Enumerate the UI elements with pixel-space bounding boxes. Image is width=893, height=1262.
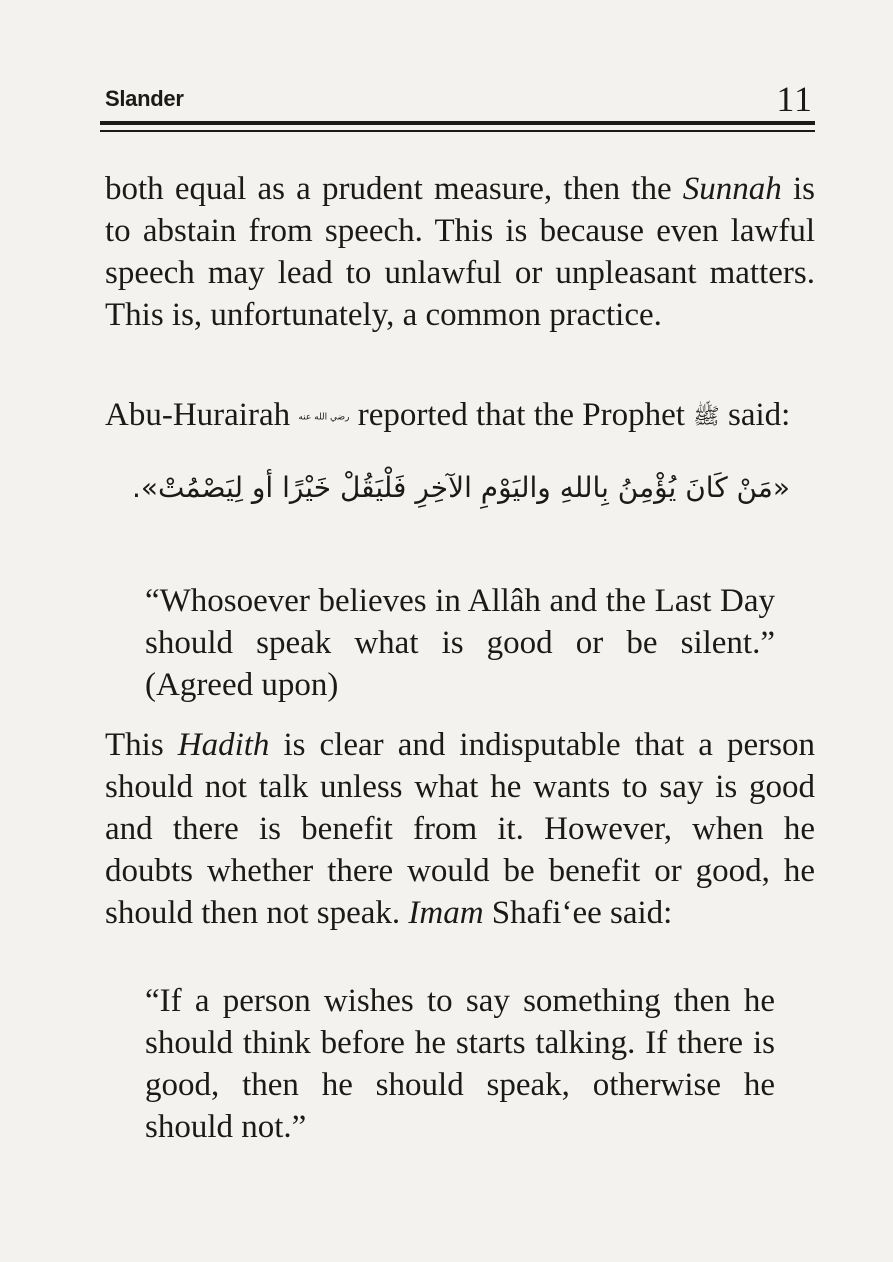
paragraph-3-text-3: Shafi‘ee said: [483, 895, 673, 931]
term-imam: Imam [408, 895, 484, 931]
paragraph-3-text-1: This [105, 727, 178, 763]
honorific-symbol-prophet: ﷺ [693, 404, 720, 430]
term-sunnah: Sunnah [682, 171, 782, 207]
paragraph-1 [105, 168, 815, 336]
header-rule-thin [100, 130, 815, 132]
paragraph-1-text-rest: is to abstain from speech. This is because even lawful speech may lead to unlawful or unpleasant matters. This is, unfortunately, a common practice. [105, 171, 815, 333]
arabic-hadith-text: «مَنْ كَانَ يُؤْمِنُ بِاللهِ واليَوْمِ الآخِرِ فَلْيَقُلْ خَيْرًا أو لِيَصْمُتْ». [132, 471, 790, 504]
running-header-title: Slander [105, 86, 184, 111]
paragraph-2-text-2: reported that the Prophet [349, 397, 694, 433]
paragraph-2-text-3: said: [719, 397, 791, 433]
paragraph-3-text-2: is clear and indisputable that a person should not talk unless what he wants to say is good and there is benefit from it. However, when he doubts whether there would be benefit or good, he should then not speak. [105, 727, 815, 931]
header-rule-thick [100, 121, 815, 125]
hadith-translation-quote: “Whosoever believes in Allâh and the Last Day should speak what is good or be silent.” (Agreed upon) [145, 583, 775, 703]
paragraph-1-text-start: both equal as a prudent measure, then the [105, 171, 683, 207]
paragraph-3 [105, 724, 815, 934]
paragraph-2 [105, 394, 815, 438]
paragraph-2-text-1: Abu-Hurairah [105, 397, 299, 433]
honorific-symbol-companion: رضي الله عنه [298, 412, 350, 423]
page-number: 11 [776, 79, 813, 119]
term-hadith: Hadith [177, 727, 270, 763]
shafiee-quote: “If a person wishes to say something then he should think before he starts talking. If there is good, then he should speak, otherwise he should not.” [145, 983, 775, 1145]
